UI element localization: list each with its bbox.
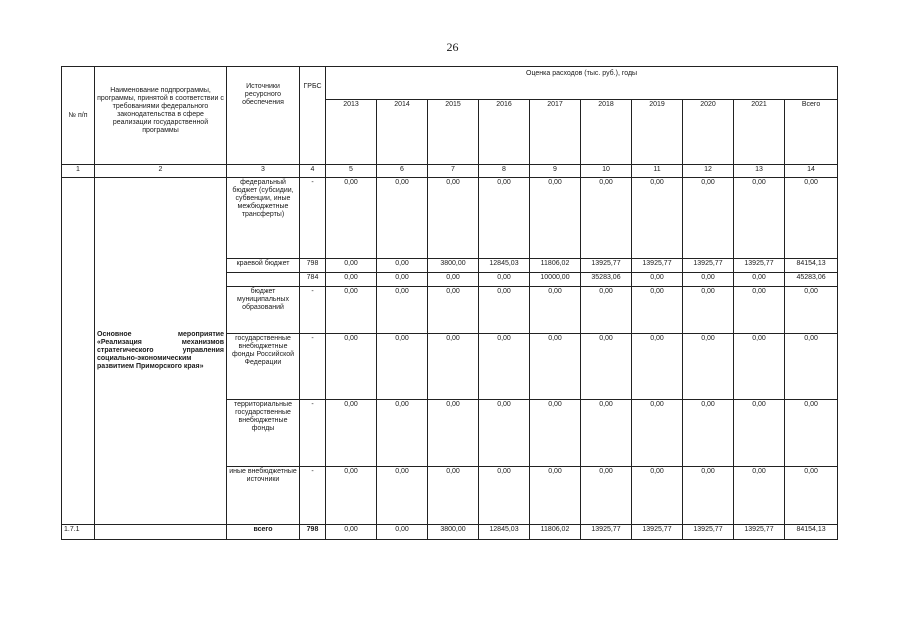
value-cell: 0,00 — [428, 467, 479, 525]
value-cell: 0,00 — [581, 400, 632, 467]
value-cell: 0,00 — [581, 287, 632, 334]
value-cell: 0,00 — [326, 400, 377, 467]
value-cell: 0,00 — [479, 287, 530, 334]
index-cell: 12 — [683, 165, 734, 178]
total-row — [62, 525, 838, 540]
header-name: Наименование подпрограммы, программы, принятой в соответствии с требованиями федерального законодательства в сфере реализации государственной программы — [95, 67, 227, 165]
value-cell: 0,00 — [785, 467, 838, 525]
value-cell: 0,00 — [530, 287, 581, 334]
value-cell: 35283,06 — [581, 273, 632, 287]
value-cell: 0,00 — [683, 178, 734, 259]
grbs-cell: - — [300, 467, 326, 525]
value-cell: 0,00 — [683, 467, 734, 525]
value-cell: 0,00 — [377, 334, 428, 400]
total-value: 11806,02 — [530, 525, 581, 540]
total-grbs: 798 — [300, 525, 326, 540]
grbs-cell: - — [300, 334, 326, 400]
header-year: 2015 — [428, 100, 479, 165]
value-cell: 0,00 — [377, 467, 428, 525]
value-cell: 0,00 — [530, 467, 581, 525]
main-item-cell — [95, 178, 227, 525]
value-cell: 0,00 — [428, 334, 479, 400]
value-cell: 0,00 — [683, 273, 734, 287]
value-cell: 0,00 — [632, 178, 683, 259]
header-year: 2018 — [581, 100, 632, 165]
value-cell: 0,00 — [377, 400, 428, 467]
value-cell: 0,00 — [530, 178, 581, 259]
value-cell: 0,00 — [581, 334, 632, 400]
header-expenses: Оценка расходов (тыс. руб.), годы — [326, 67, 838, 100]
source-cell: территориальные государственные внебюджетные фонды — [227, 400, 300, 467]
table-row — [62, 178, 838, 259]
source-cell — [227, 273, 300, 287]
total-value: 13925,77 — [632, 525, 683, 540]
source-cell: бюджет муниципальных образований — [227, 287, 300, 334]
total-value: 13925,77 — [683, 525, 734, 540]
value-cell: 0,00 — [581, 467, 632, 525]
source-cell: государственные внебюджетные фонды Российской Федерации — [227, 334, 300, 400]
value-cell: 0,00 — [479, 273, 530, 287]
item-number-cell — [62, 178, 95, 525]
source-cell: краевой бюджет — [227, 259, 300, 273]
value-cell: 0,00 — [479, 178, 530, 259]
index-cell: 11 — [632, 165, 683, 178]
value-cell: 0,00 — [683, 287, 734, 334]
index-cell: 13 — [734, 165, 785, 178]
value-cell: 45283,06 — [785, 273, 838, 287]
index-cell: 14 — [785, 165, 838, 178]
header-year: Всего — [785, 100, 838, 165]
grbs-cell: - — [300, 178, 326, 259]
value-cell: 0,00 — [377, 178, 428, 259]
index-cell: 3 — [227, 165, 300, 178]
value-cell: 0,00 — [734, 467, 785, 525]
value-cell: 0,00 — [326, 273, 377, 287]
value-cell: 0,00 — [326, 287, 377, 334]
index-cell: 4 — [300, 165, 326, 178]
header-year: 2019 — [632, 100, 683, 165]
grbs-cell: - — [300, 287, 326, 334]
value-cell: 0,00 — [734, 178, 785, 259]
value-cell: 13925,77 — [581, 259, 632, 273]
index-row — [62, 165, 838, 178]
total-source: всего — [227, 525, 300, 540]
value-cell: 0,00 — [785, 287, 838, 334]
index-cell: 5 — [326, 165, 377, 178]
value-cell: 0,00 — [428, 178, 479, 259]
total-value: 12845,03 — [479, 525, 530, 540]
value-cell: 0,00 — [734, 334, 785, 400]
page-number: 26 — [446, 40, 459, 54]
index-cell: 6 — [377, 165, 428, 178]
total-value: 13925,77 — [581, 525, 632, 540]
header-year: 2017 — [530, 100, 581, 165]
value-cell: 0,00 — [428, 273, 479, 287]
index-cell: 10 — [581, 165, 632, 178]
value-cell: 0,00 — [479, 400, 530, 467]
value-cell: 0,00 — [530, 334, 581, 400]
header-year: 2021 — [734, 100, 785, 165]
total-value: 0,00 — [326, 525, 377, 540]
value-cell: 0,00 — [326, 334, 377, 400]
header-num: № п/п — [62, 67, 95, 165]
value-cell: 0,00 — [734, 287, 785, 334]
header-grbs: ГРБС — [300, 67, 326, 165]
value-cell: 0,00 — [326, 178, 377, 259]
value-cell: 84154,13 — [785, 259, 838, 273]
grbs-cell: - — [300, 400, 326, 467]
value-cell: 0,00 — [785, 400, 838, 467]
header-source: Источники ресурсного обеспечения — [227, 67, 300, 165]
value-cell: 0,00 — [632, 273, 683, 287]
value-cell: 0,00 — [785, 334, 838, 400]
total-value: 84154,13 — [785, 525, 838, 540]
value-cell: 0,00 — [377, 273, 428, 287]
total-num: 1.7.1 — [62, 525, 95, 540]
index-cell: 9 — [530, 165, 581, 178]
value-cell: 0,00 — [530, 400, 581, 467]
value-cell: 0,00 — [377, 287, 428, 334]
grbs-cell: 798 — [300, 259, 326, 273]
value-cell: 0,00 — [632, 467, 683, 525]
value-cell: 3800,00 — [428, 259, 479, 273]
value-cell: 13925,77 — [632, 259, 683, 273]
total-value: 0,00 — [377, 525, 428, 540]
header-year: 2016 — [479, 100, 530, 165]
total-value: 13925,77 — [734, 525, 785, 540]
source-cell: иные внебюджетные источники — [227, 467, 300, 525]
value-cell: 0,00 — [734, 273, 785, 287]
main-item-name: Основное мероприятие «Реализация механизмов стратегического управления социально-экономическим развитием Приморского края» — [97, 331, 224, 370]
value-cell: 0,00 — [326, 467, 377, 525]
source-cell: федеральный бюджет (субсидии, субвенции, иные межбюджетные трансферты) — [227, 178, 300, 259]
expense-table — [61, 66, 838, 540]
value-cell: 11806,02 — [530, 259, 581, 273]
header-year: 2020 — [683, 100, 734, 165]
value-cell: 0,00 — [632, 400, 683, 467]
index-cell: 1 — [62, 165, 95, 178]
value-cell: 0,00 — [326, 259, 377, 273]
value-cell: 0,00 — [632, 334, 683, 400]
value-cell: 0,00 — [632, 287, 683, 334]
value-cell: 13925,77 — [683, 259, 734, 273]
value-cell: 0,00 — [683, 400, 734, 467]
value-cell: 0,00 — [377, 259, 428, 273]
value-cell: 0,00 — [479, 334, 530, 400]
value-cell: 0,00 — [428, 287, 479, 334]
value-cell: 0,00 — [581, 178, 632, 259]
header-year: 2014 — [377, 100, 428, 165]
index-cell: 2 — [95, 165, 227, 178]
index-cell: 7 — [428, 165, 479, 178]
value-cell: 0,00 — [428, 400, 479, 467]
value-cell: 12845,03 — [479, 259, 530, 273]
total-name-cell — [95, 525, 227, 540]
value-cell: 0,00 — [734, 400, 785, 467]
value-cell: 0,00 — [479, 467, 530, 525]
header-year: 2013 — [326, 100, 377, 165]
value-cell: 0,00 — [785, 178, 838, 259]
value-cell: 10000,00 — [530, 273, 581, 287]
value-cell: 0,00 — [683, 334, 734, 400]
grbs-cell: 784 — [300, 273, 326, 287]
total-value: 3800,00 — [428, 525, 479, 540]
index-cell: 8 — [479, 165, 530, 178]
value-cell: 13925,77 — [734, 259, 785, 273]
